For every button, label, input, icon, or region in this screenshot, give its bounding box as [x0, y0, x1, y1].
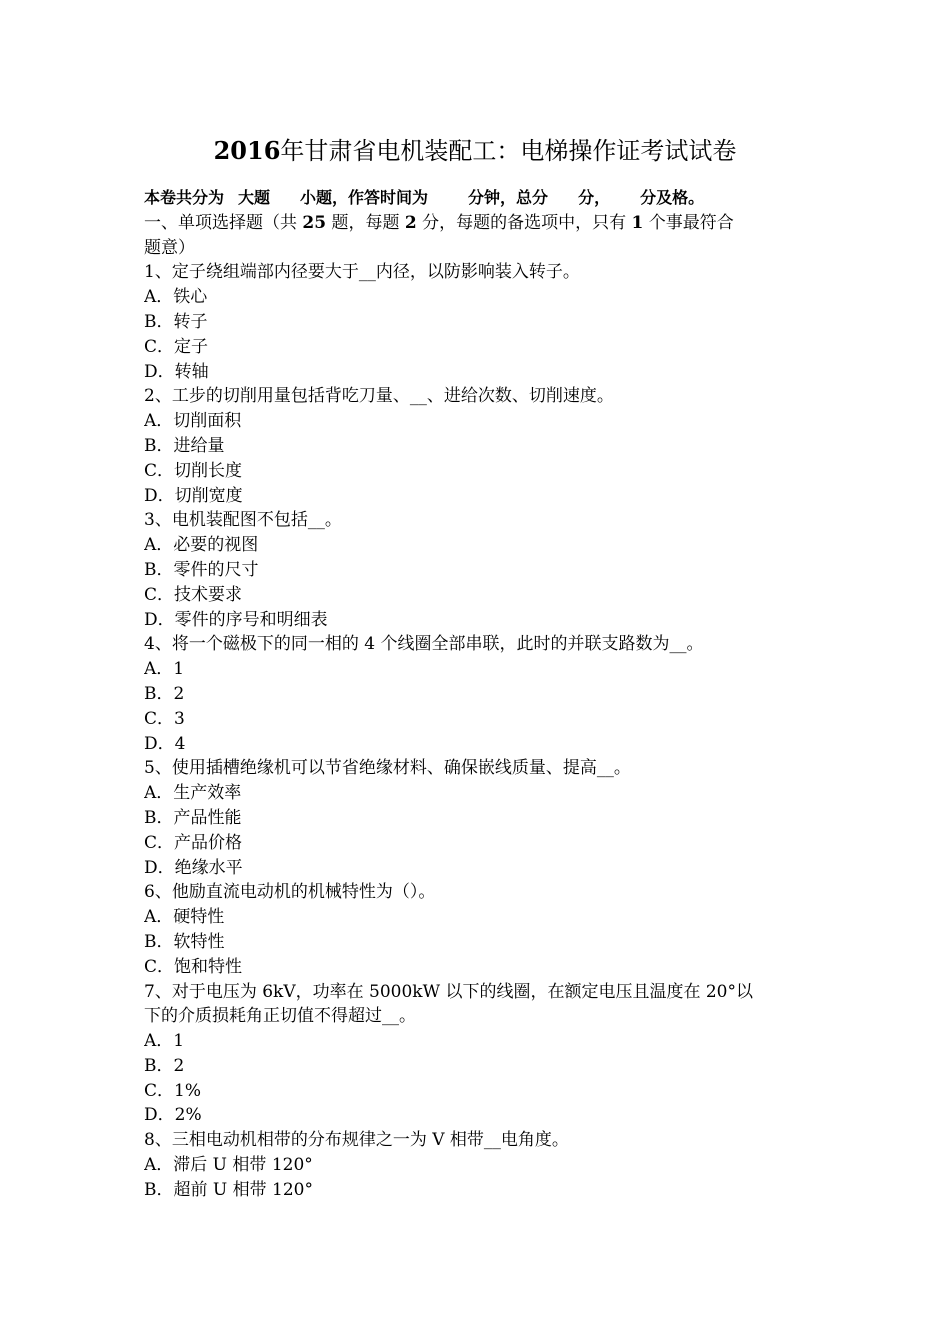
section-score: 2: [404, 212, 417, 233]
question-stem: 7、对于电压为 6kV，功率在 5000kW 以下的线圈，在额定电压且温度在 20°以: [144, 981, 753, 1002]
question-option: B．软特性: [144, 931, 225, 952]
section-text: 题，每题: [331, 212, 400, 233]
question-option: B．转子: [144, 311, 208, 332]
section-text: 个事最符合: [648, 212, 734, 233]
question-option: A．切削面积: [144, 411, 242, 432]
question-option: D．零件的序号和明细表: [144, 609, 328, 630]
section-heading-cont: 题意）: [144, 237, 195, 258]
section-count: 25: [302, 212, 327, 233]
question-option: B．超前 U 相带 120°: [144, 1179, 313, 1200]
question-option: D．2%: [144, 1105, 202, 1126]
question-option: D．转轴: [144, 361, 209, 382]
question-option: A．铁心: [144, 287, 208, 308]
section-heading: [144, 211, 810, 236]
question-option: C．切削长度: [144, 460, 243, 481]
question-stem: 2、工步的切削用量包括背吃刀量、__、进给次数、切削速度。: [144, 386, 614, 407]
section-text: 一、单项选择题（共: [144, 212, 297, 233]
document-body: [144, 186, 810, 1203]
title-year: 2016: [213, 136, 281, 165]
intro-part: 本卷共分为: [144, 188, 225, 207]
question-stem-cont: 下的介质损耗角正切值不得超过__。: [144, 1006, 416, 1027]
question-option: C．1%: [144, 1080, 201, 1101]
question-option: C．产品价格: [144, 832, 243, 853]
question-stem: 6、他励直流电动机的机械特性为（）。: [144, 882, 436, 903]
question-stem: 3、电机装配图不包括__。: [144, 510, 342, 531]
question-stem: 4、将一个磁极下的同一相的 4 个线圈全部串联，此时的并联支路数为__。: [144, 634, 704, 655]
question-option: D．4: [144, 733, 186, 754]
question-stem: 1、定子绕组端部内径要大于__内径，以防影响装入转子。: [144, 262, 580, 283]
question-option: B．2: [144, 683, 185, 704]
question-option: A．1: [144, 659, 185, 680]
section-text: 分，每题的备选项中，只有: [422, 212, 627, 233]
question-option: A．必要的视图: [144, 535, 259, 556]
question-option: A．1: [144, 1031, 185, 1052]
question-option: D．绝缘水平: [144, 857, 243, 878]
section-one: 1: [631, 212, 644, 233]
intro-part: 分及格。: [640, 188, 705, 207]
question-option: D．切削宽度: [144, 485, 243, 506]
exam-intro: [144, 186, 810, 211]
question-stem: 5、使用插槽绝缘机可以节省绝缘材料、确保嵌线质量、提高__。: [144, 758, 631, 779]
intro-part: 分钟，总分: [468, 188, 549, 207]
document-title: [0, 134, 950, 168]
question-option: A．生产效率: [144, 783, 242, 804]
intro-part: 分，: [578, 188, 611, 207]
question-option: B．进给量: [144, 435, 225, 456]
intro-part: 小题，作答时间为: [300, 188, 429, 207]
question-option: B．2: [144, 1055, 185, 1076]
question-stem: 8、三相电动机相带的分布规律之一为 V 相带__电角度。: [144, 1130, 569, 1151]
intro-part: 大题: [238, 188, 271, 207]
question-option: C．饱和特性: [144, 956, 243, 977]
question-option: A．硬特性: [144, 907, 225, 928]
question-option: C．定子: [144, 336, 209, 357]
question-option: A．滞后 U 相带 120°: [144, 1155, 313, 1176]
question-option: B．产品性能: [144, 807, 242, 828]
title-text: 年甘肃省电机装配工：电梯操作证考试试卷: [280, 137, 737, 165]
question-option: B．零件的尺寸: [144, 559, 259, 580]
question-option: C．3: [144, 708, 185, 729]
question-option: C．技术要求: [144, 584, 243, 605]
